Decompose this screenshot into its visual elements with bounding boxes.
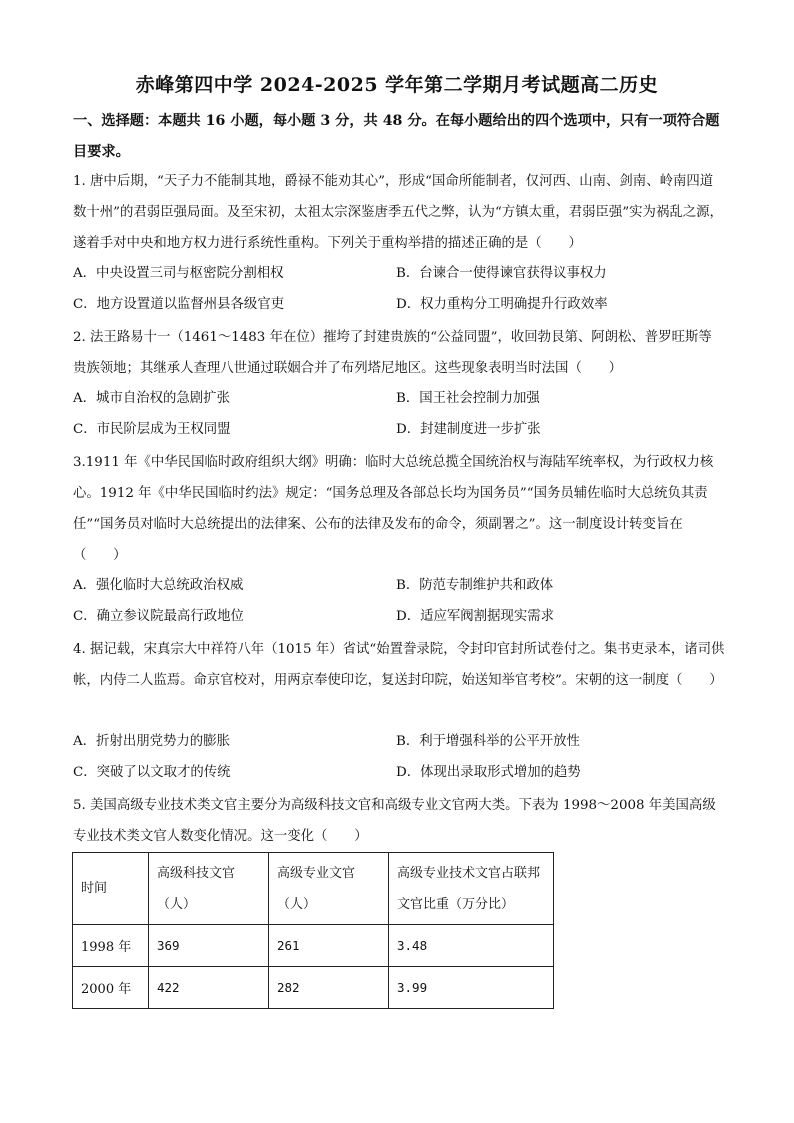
- table-row: [73, 967, 554, 1009]
- table-header-row: [73, 853, 554, 925]
- table-cell: 422: [149, 967, 269, 1009]
- question-1-option-d: D．权力重构分工明确提升行政效率: [396, 297, 608, 312]
- question-3-option-a: A．强化临时大总统政治权威: [73, 578, 244, 593]
- table-cell: 261: [269, 925, 389, 967]
- question-2-option-a: A．城市自治权的急剧扩张: [73, 391, 230, 406]
- table-header-cell: 高级专业文官（人）: [269, 853, 389, 925]
- question-1-option-b: B．台谏合一使得谏官获得议事权力: [396, 266, 607, 281]
- question-3-option-b: B．防范专制维护共和政体: [396, 578, 554, 593]
- question-3-stem: 3.1911 年《中华民国临时政府组织大纲》明确：临时大总统总揽全国统治权与海陆军统率权，为行政权力核心。1912 年《中华民国临时约法》规定：“国务总理及各部总长均为国务员”“国务员辅佐临时大总统负其责任”“国务员对临时大总统提出的法律案、公布的法律及发布的命令，须副署之”。这一制度设计转变旨在（ ）: [73, 455, 714, 563]
- civil-servant-table: [72, 852, 554, 1009]
- question-2-option-b: B．国王社会控制力加强: [396, 391, 540, 406]
- question-4-stem: 4. 据记载，宋真宗大中祥符八年（1015 年）省试“始置誊录院，令封印官封所试卷付之。集书吏录本，诸司供帐，内侍二人监焉。命京官校对，用两京奉使印讫，复送封印院，始送知举官考校”。宋朝的这一制度（ ）: [73, 642, 725, 688]
- question-3-option-d: D．适应军阀割据现实需求: [396, 609, 555, 624]
- question-2-option-c: C．市民阶层成为王权同盟: [73, 422, 231, 437]
- question-5-stem: 5. 美国高级专业技术类文官主要分为高级科技文官和高级专业文官两大类。下表为 1998～2008 年美国高级专业技术类文官人数变化情况。这一变化（ ）: [73, 798, 716, 844]
- table-header-cell: 高级专业技术文官占联邦文官比重（万分比）: [389, 853, 554, 925]
- table-header-cell: 高级科技文官（人）: [149, 853, 269, 925]
- table-cell: 1998 年: [73, 925, 149, 967]
- question-3-option-c: C．确立参议院最高行政地位: [73, 609, 244, 624]
- question-4-option-a: A．折射出朋党势力的膨胀: [73, 734, 230, 749]
- table-cell: 369: [149, 925, 269, 967]
- section-heading: 一、选择题：本题共 16 小题，每小题 3 分，共 48 分。在每小题给出的四个选项中，只有一项符合题目要求。: [73, 113, 720, 160]
- question-2-option-d: D．封建制度进一步扩张: [396, 422, 541, 437]
- question-2-stem: 2. 法王路易十一（1461～1483 年在位）摧垮了封建贵族的“公益同盟”，收回勃艮第、阿朗松、普罗旺斯等贵族领地；其继承人查理八世通过联姻合并了布列塔尼地区。这些现象表明当时法国（ ）: [73, 330, 712, 376]
- table-header-cell: 时间: [73, 853, 149, 925]
- table-row: [73, 925, 554, 967]
- question-1-option-a: A．中央设置三司与枢密院分割相权: [73, 266, 284, 281]
- question-1-stem: 1. 唐中后期，“天子力不能制其地，爵禄不能劝其心”，形成“国命所能制者，仅河西、山南、剑南、岭南四道数十州”的君弱臣强局面。及至宋初，太祖太宗深鉴唐季五代之弊，认为“方镇太重，君弱臣强”实为祸乱之源，遂着手对中央和地方权力进行系统性重构。下列关于重构举措的描述正确的是（ ）: [73, 174, 723, 251]
- question-1-option-c: C．地方设置道以监督州县各级官吏: [73, 297, 285, 312]
- table-cell: 3.99: [389, 967, 554, 1009]
- question-4-option-d: D．体现出录取形式增加的趋势: [396, 765, 581, 780]
- table-cell: 2000 年: [73, 967, 149, 1009]
- question-4-option-c: C．突破了以文取才的传统: [73, 765, 231, 780]
- exam-title: 赤峰第四中学 2024-2025 学年第二学期月考试题高二历史: [135, 74, 659, 96]
- table-cell: 282: [269, 967, 389, 1009]
- table-cell: 3.48: [389, 925, 554, 967]
- question-4-option-b: B．利于增强科举的公平开放性: [396, 734, 580, 749]
